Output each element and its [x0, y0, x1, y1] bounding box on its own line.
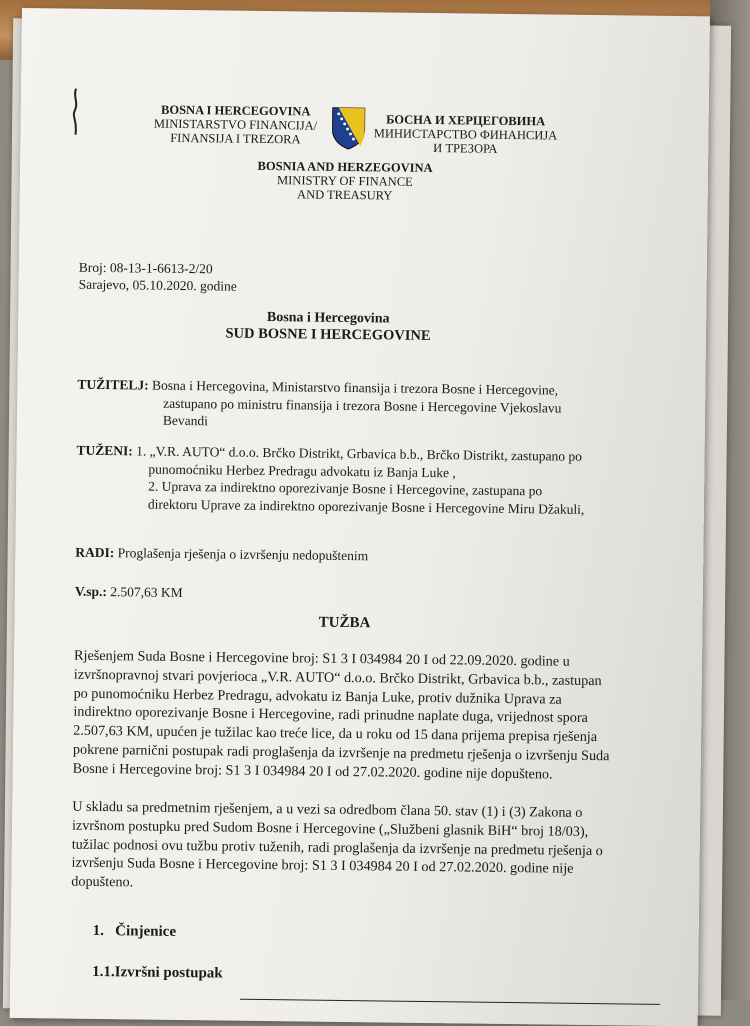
subject-line	[75, 544, 675, 569]
document-meta	[79, 259, 379, 297]
document-page	[10, 8, 710, 1026]
plaintiff-line3: Bevandi	[162, 412, 209, 429]
addressee-court: SUD BOSNE I HERCEGOVINE	[225, 325, 431, 345]
letterhead-right	[370, 112, 560, 156]
paragraph-2-line: dopušteno.	[71, 873, 134, 891]
document-number: Broj: 08-13-1-6613-2/20	[78, 259, 213, 277]
document-place-date: Sarajevo, 05.10.2020. godine	[78, 276, 237, 294]
pen-mark-icon	[68, 87, 83, 137]
letterhead-en-line3: AND TREASURY	[297, 187, 393, 203]
paragraph-1-line: 2.507,63 KM, upućen je tužilac kao treće lice, da u roku od 15 dana prijema prepisa rješenja	[73, 722, 598, 746]
defendants-block	[76, 442, 687, 519]
paragraph-1-line: pokrene parnični postupak radi proglašenja da izvršenje na predmetu rješenja o izvršenju Suda	[72, 741, 610, 765]
plaintiff-line2: zastupano po ministru finansija i trezora Bosne i Hercegovine Vjekoslavu	[163, 395, 562, 416]
defendants-line3: 2. Uprava za indirektno oporezivanje Bosne i Hercegovine, zastupana po	[148, 478, 543, 499]
paragraph-2-line: izvršnom postupku pred Sudom Bosne i Hercegovine („Službeni glasnik BiH“ broj 18/03),	[71, 817, 589, 840]
defendants-line4: direktoru Uprave za indirektno oporezivanje Bosne i Hercegovine Miru Džakuli,	[147, 496, 585, 517]
letterhead-english	[235, 159, 455, 204]
letterhead-right-line2: МИНИСТАРСТВО ФИНАНСИЈА	[373, 126, 558, 143]
paragraph-2-line: izvršenju Suda Bosne i Hercegovine broj: S1 3 I 034984 20 I od 27.02.2020. godine nije	[71, 855, 574, 878]
defendants-label: TUŽENI:	[76, 442, 133, 459]
defendants-line2: punomoćniku Herbez Predragu advokatu iz Banja Luke ,	[148, 461, 456, 480]
value-line	[75, 583, 475, 605]
paragraph-1-line: po punomoćniku Herbez Predragu, advokatu iz Banja Luke, protiv dužnika Uprava za	[73, 685, 562, 708]
paragraph-1-line: Bosne i Hercegovine broj: S1 3 I 034984 20 I od 27.02.2020. godine nije dopušteno.	[72, 760, 553, 783]
letterhead-left-line1: BOSNA I HERCEGOVINA	[161, 102, 311, 119]
paragraph-1-line: Rješenjem Suda Bosne i Hercegovine broj: S1 3 I 034984 20 I od 22.09.2020. godine u	[73, 647, 570, 670]
plaintiff-block	[77, 376, 678, 436]
letterhead-right-line3: И ТРЕЗОРА	[433, 141, 498, 156]
letterhead-right-line1: БОСНА И ХЕРЦЕГОВИНА	[386, 112, 546, 129]
letterhead-left-line2: MINISTARSTVO FINANCIJA/	[153, 116, 318, 133]
paragraph-1	[73, 647, 683, 786]
coat-of-arms-icon	[330, 106, 367, 150]
letterhead-en-line1: BOSNIA AND HERZEGOVINA	[257, 158, 433, 176]
letterhead-left	[140, 102, 330, 146]
document-title: TUŽBA	[318, 614, 371, 632]
paragraph-1-line: izvršnopravnoj stvari povjerioca „V.R. AUTO“ d.o.o. Brčko Distrikt, Grbavica b.b., zastupan	[73, 666, 602, 689]
section-heading-1-1: 1.1.Izvršni postupak	[92, 963, 223, 982]
plaintiff-line1: Bosna i Hercegovina, Ministarstvo finansija i trezora Bosne i Hercegovine,	[151, 377, 559, 398]
value-label: V.sp.:	[74, 583, 107, 600]
addressee-line1: Bosna i Hercegovina	[266, 310, 390, 327]
paragraph-2	[71, 798, 680, 899]
section-heading-1: 1. Činjenice	[92, 922, 177, 940]
letterhead-left-line3: FINANSIJA I TREZORA	[170, 130, 301, 147]
defendants-line1: 1. „V.R. AUTO“ d.o.o. Brčko Distrikt, Grbavica b.b., Brčko Distrikt, zastupano po	[136, 443, 582, 464]
value-text: 2.507,63 KM	[110, 584, 183, 601]
subject-label: RADI:	[75, 544, 115, 561]
paragraph-1-line: indirektno oporezivanje Bosne i Hercegovine, radi prinudne naplate duga, vrijednost spora	[73, 704, 589, 727]
plaintiff-label: TUŽITELJ:	[77, 376, 149, 393]
letterhead-en-line2: MINISTRY OF FINANCE	[276, 173, 413, 189]
paragraph-2-line: tužilac podnosi ovu tužbu protiv tuženih, radi proglašenja da izvršenje na predmetu rješenja o	[71, 836, 603, 859]
subject-text: Proglašenja rješenja o izvršenju nedopuštenim	[117, 545, 369, 564]
paragraph-2-line: U skladu sa predmetnim rješenjem, a u vezi sa odredbom člana 50. stav (1) i (3) Zakona o	[72, 798, 583, 821]
addressee	[178, 308, 478, 346]
